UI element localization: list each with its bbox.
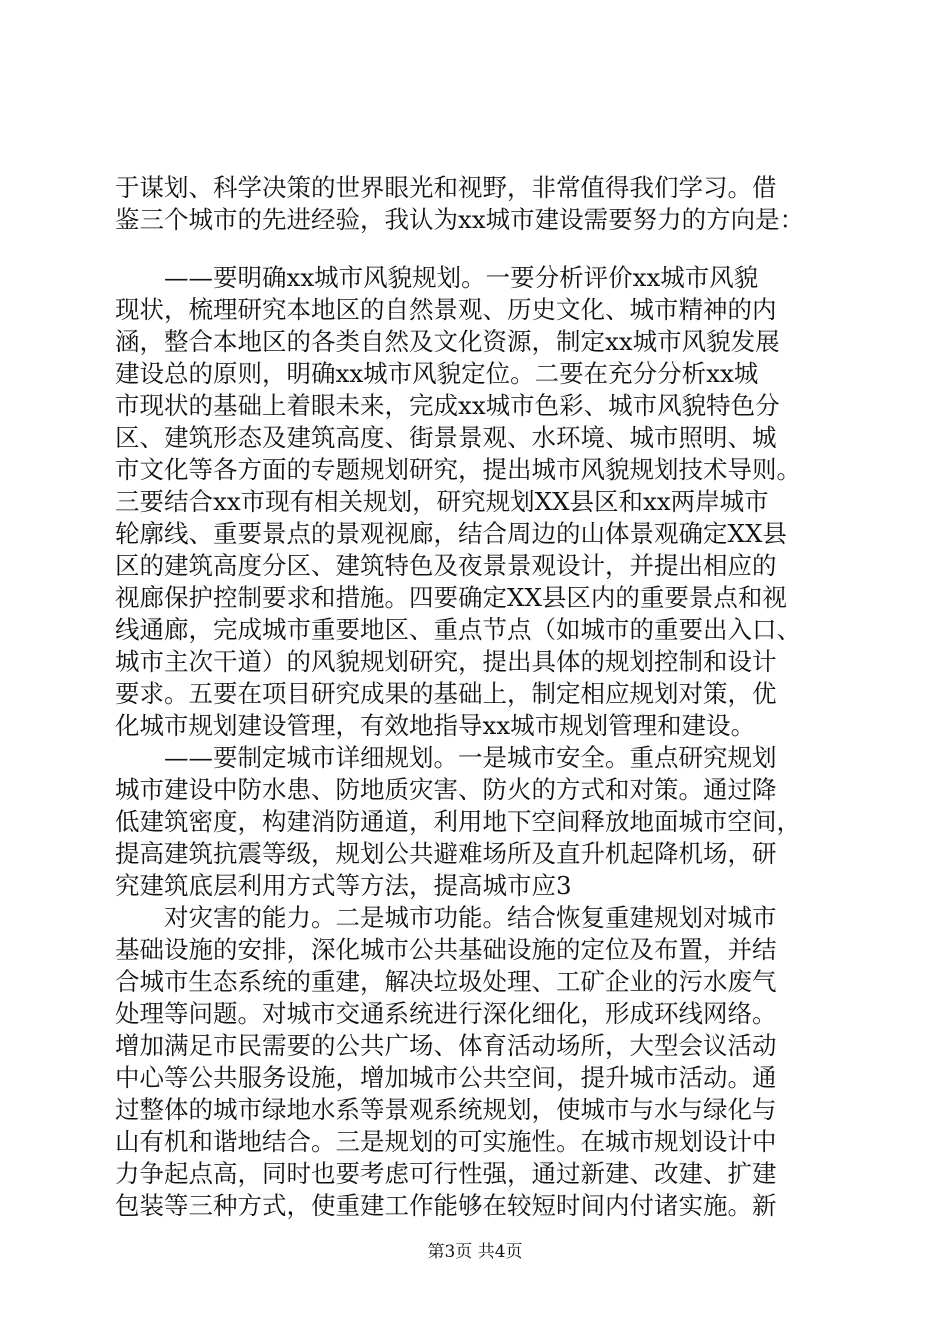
text-line: 过整体的城市绿地水系等景观系统规划，使城市与水与绿化与 [115,1095,777,1124]
text-line: 基础设施的安排，深化城市公共基础设施的定位及布置，并结 [115,935,777,964]
text-line: 市现状的基础上着眼未来，完成xx城市色彩、城市风貌特色分 [115,391,780,420]
text-line: 市文化等各方面的专题规划研究，提出城市风貌规划技术导则。 [115,455,801,484]
text-line: 合城市生态系统的重建，解决垃圾处理、工矿企业的污水废气 [115,967,777,996]
text-line: 轮廓线、重要景点的景观视廊，结合周边的山体景观确定XX县 [115,519,787,548]
text-line: 区、建筑形态及建筑高度、街景景观、水环境、城市照明、城 [115,423,777,452]
text-line: 三要结合xx市现有相关规划，研究规划XX县区和xx两岸城市 [115,487,769,516]
text-line: 包装等三种方式，使重建工作能够在较短时间内付诸实施。新 [115,1191,777,1220]
text-line: 低建筑密度，构建消防通道，利用地下空间释放地面城市空间， [115,807,801,836]
text-line: 处理等问题。对城市交通系统进行深化细化，形成环线网络。 [115,999,777,1028]
text-line: 现状，梳理研究本地区的自然景观、历史文化、城市精神的内 [115,295,777,324]
text-line: 建设总的原则，明确xx城市风貌定位。二要在充分分析xx城 [115,359,759,388]
text-line: 视廊保护控制要求和措施。四要确定XX县区内的重要景点和视 [115,583,787,612]
text-line: 鉴三个城市的先进经验，我认为xx城市建设需要努力的方向是： [115,205,805,234]
text-line: 化城市规划建设管理，有效地指导xx城市规划管理和建设。 [115,711,756,740]
text-line: ——要明确xx城市风貌规划。一要分析评价xx城市风貌 [115,263,759,292]
text-line: 中心等公共服务设施，增加城市公共空间，提升城市活动。通 [115,1063,777,1092]
text-line: 究建筑底层利用方式等方法，提高城市应3 [115,871,572,900]
text-line: 增加满足市民需要的公共广场、体育活动场所，大型会议活动 [115,1031,777,1060]
text-line: ——要制定城市详细规划。一是城市安全。重点研究规划 [115,743,777,772]
text-line: 提高建筑抗震等级，规划公共避难场所及直升机起降机场，研 [115,839,777,868]
text-line: 涵，整合本地区的各类自然及文化资源，制定xx城市风貌发展 [115,327,780,356]
text-line: 于谋划、科学决策的世界眼光和视野，非常值得我们学习。借 [115,173,777,202]
text-line: 城市主次干道）的风貌规划研究，提出具体的规划控制和设计 [115,647,777,676]
text-line: 要求。五要在项目研究成果的基础上，制定相应规划对策，优 [115,679,777,708]
text-line: 力争起点高，同时也要考虑可行性强，通过新建、改建、扩建 [115,1159,777,1188]
text-line: 山有机和谐地结合。三是规划的可实施性。在城市规划设计中 [115,1127,777,1156]
text-line: 城市建设中防水患、防地质灾害、防火的方式和对策。通过降 [115,775,777,804]
text-line: 线通廊，完成城市重要地区、重点节点（如城市的重要出入口、 [115,615,801,644]
text-line: 区的建筑高度分区、建筑特色及夜景景观设计，并提出相应的 [115,551,777,580]
page-footer: 第3页 共4页 [427,1242,523,1262]
text-line: 对灾害的能力。二是城市功能。结合恢复重建规划对城市 [115,903,777,932]
